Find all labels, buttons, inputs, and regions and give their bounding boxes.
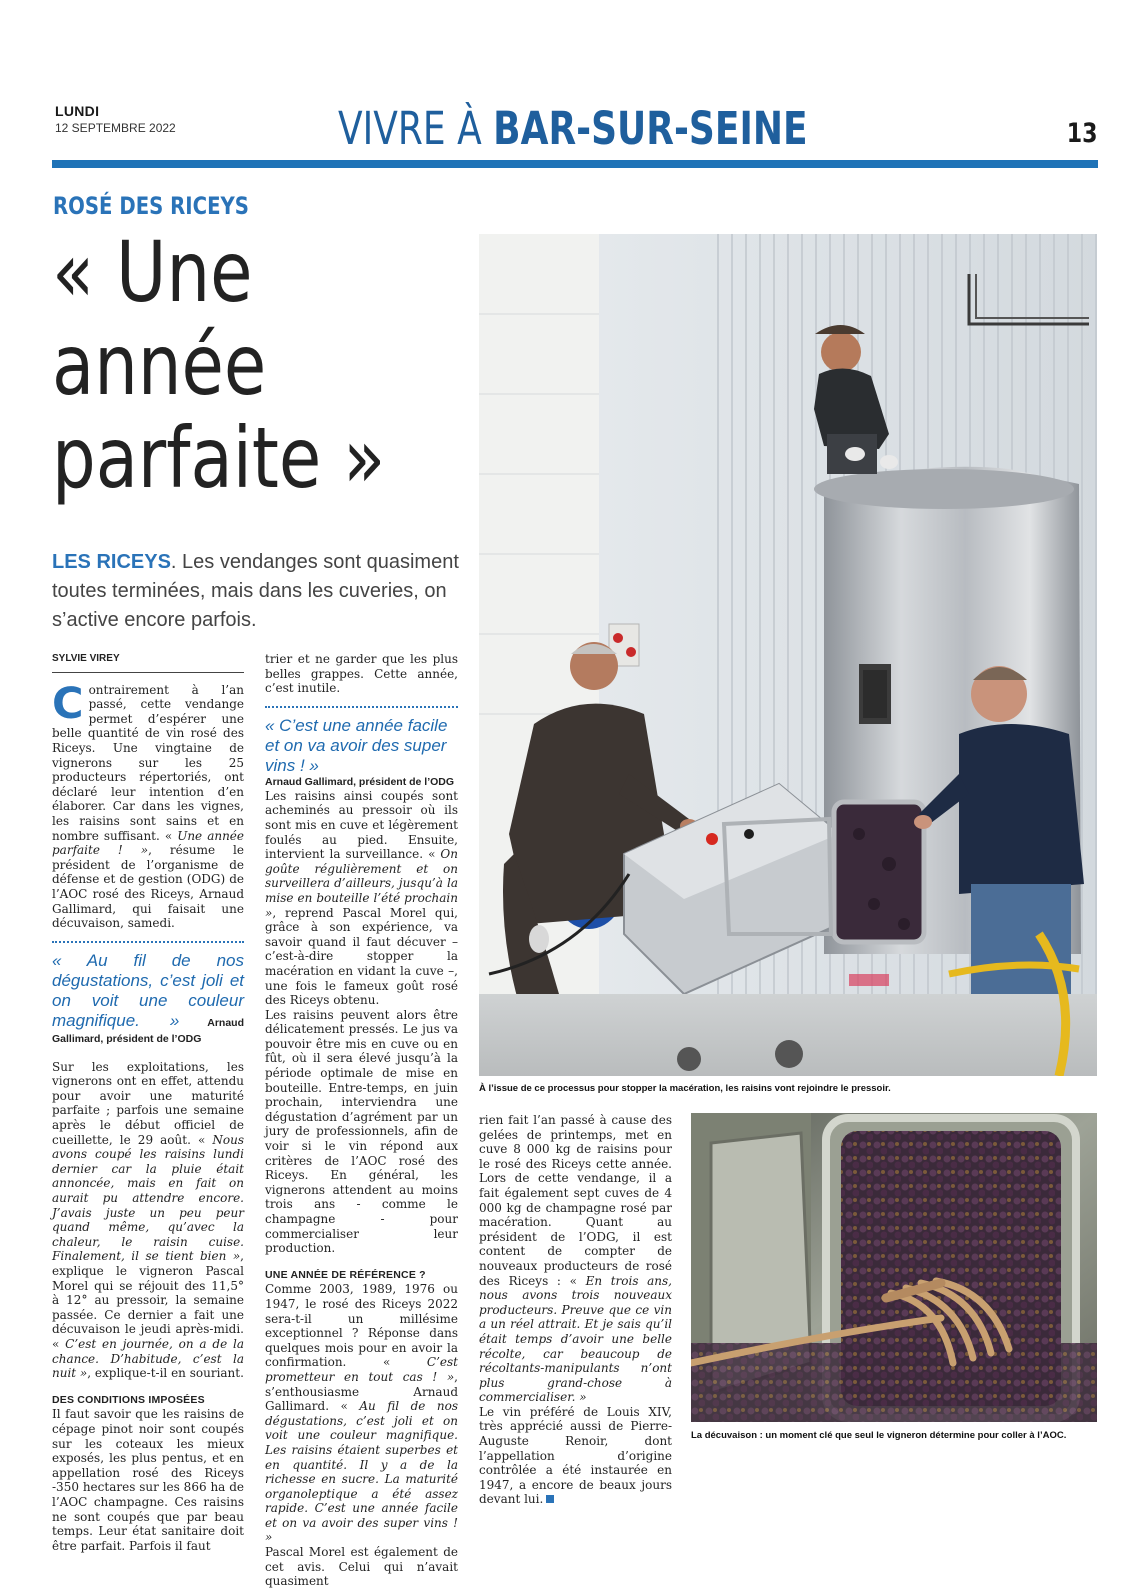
pull-quote-attribution: Arnaud Gallimard, président de l’ODG xyxy=(265,775,455,788)
article-column-2 xyxy=(265,652,458,1589)
page-number: 13 xyxy=(1067,118,1098,149)
pull-quote-text: « C’est une année facile et on va avoir des super vins ! » xyxy=(265,715,448,775)
photo-caption: La décuvaison : un moment clé que seul le vigneron détermine pour coller à l’AOC. xyxy=(691,1430,1067,1441)
paragraph: Le vin préféré de Louis XIV, très apprécié aussi de Pierre-Auguste Renoir, dont l’appellation d’origine contrôlée a été instaurée en 1947, a encore de beaux jours devant lui. xyxy=(479,1404,672,1507)
section-title-light: VIVRE À xyxy=(338,102,494,155)
byline: SYLVIE VIREY xyxy=(52,652,244,673)
article-column-3 xyxy=(479,1113,672,1507)
article-headline: « Une année parfaite » xyxy=(52,223,386,507)
standfirst-text: . Les vendanges sont quasiment toutes terminées, mais dans les cuveries, on s’active encore parfois. xyxy=(52,551,459,631)
paragraph: Les raisins ainsi coupés sont acheminés au pressoir où ils sont mis en cuve et légèrement foulés au pied. Ensuite, intervient la surveillance. « On goûte régulièrement et on surveillera d’ailleurs, jusqu’à la mise en bouteille l’été prochain », reprend Pascal Morel qui, grâce à son expérience, va savoir quand il faut décuver – c’est-à-dire stopper la macération en vidant la cuve –, une fois le fameux goût rosé des Riceys obtenu. xyxy=(265,788,459,1008)
paragraph: Contrairement à l’an passé, cette vendange permet d’espérer une belle quantité de vin rosé des Riceys. Une vingtaine de vignerons sur les 25 producteurs répertoriés, ont déclaré leur intention d’en élaborer. Car dans les vignes, les raisins sont sains et en nombre suffisant. « Une année parfaite ! », résume le président de l’organisme de défense et de gestion (ODG) de l’AOC rosé des Riceys, Arnaud Gallimard, qui faisait une décuvaison, samedi. xyxy=(52,678,245,931)
quote-divider xyxy=(265,706,458,708)
paragraph: trier et ne garder que les plus belles grappes. Cette année, c’est inutile. xyxy=(265,652,458,696)
drop-cap: C xyxy=(52,678,84,729)
article-kicker: ROSÉ DES RICEYS xyxy=(53,192,249,220)
paragraph: rien fait l’an passé à cause des gelées de printemps, met en cuve 8 000 kg de raisins pour le rosé des Riceys cette année. Lors de cette vendange, il a fait également sept cuves de 4 000 kg de champagne rosé par macération. Quant au président de l’ODG, il est content de compter de nouveaux producteurs de rosé des Riceys : « En trois ans, nous avons trois nouveaux producteurs. Preuve que ce vin a un réel attrait. Et je sais qu’il était temps d’avoir une belle récolte, car beaucoup de récoltants-manipulants n’ont plus grand-chose à commercialiser. » xyxy=(479,1113,672,1405)
paragraph: Il faut savoir que les raisins de cépage pinot noir sont coupés sur les coteaux les mieux exposés, les plus pentus, et en appellation rosé des Riceys -350 hectares sur les 866 ha de l’AOC champagne. Ces raisins ne sont coupés que par beau temps. Leur état sanitaire doit être parfait. Parfois il faut xyxy=(52,1407,244,1553)
issue-date: 12 SEPTEMBRE 2022 xyxy=(55,121,176,135)
header-rule xyxy=(52,160,1098,168)
section-title-bold: BAR-SUR-SEINE xyxy=(493,102,808,155)
photo-decuvaison-vat xyxy=(479,234,1097,1076)
article-column-1 xyxy=(52,652,244,1553)
pull-quote-attribution: Arnaud Gallimard, président de l’ODG xyxy=(52,1016,244,1045)
end-of-article-mark xyxy=(546,1495,554,1503)
photo-caption: À l’issue de ce processus pour stopper la macération, les raisins vont rejoindre le pressoir. xyxy=(479,1083,891,1094)
article-standfirst xyxy=(52,548,462,635)
paragraph: Comme 2003, 1989, 1976 ou 1947, le rosé des Riceys 2022 sera-t-il un millésime exceptionnel ? Réponse dans quelques mois pour en avoir la confirmation. « C’est prometteur en tout cas ! », s’enthousiasme Arnaud Gallimard. « Au fil de nos dégustations, c’est joli et on voit une couleur magnifique. Les raisins étaient superbes et en quantité. Il y a de la richesse en sucre. La maturité organoleptique a été assez rapide. C’est une année facile et on va avoir des super vins ! » xyxy=(265,1282,459,1545)
standfirst-place: LES RICEYS xyxy=(52,551,171,573)
photo-grapes-fork xyxy=(691,1113,1097,1422)
paragraph: Les raisins peuvent alors être délicatement pressés. Le jus va pouvoir être mis en cuve ou en fût, où il sera élevé jusqu’à la période optimale de mise en bouteille. Entre-temps, en juin prochain, interviendra une dégustation d’agrément par un jury de professionnels, afin de voir si le vin répond aux critères de l’AOC rosé des Riceys. En général, les vignerons attendent au moins trois ans - comme le champagne - pour commercialiser leur production. xyxy=(265,1007,458,1256)
pull-quote-text: « Au fil de nos dégustations, c’est joli et on voit une couleur magnifique. » xyxy=(52,950,244,1030)
subheading: UNE ANNÉE DE RÉFÉRENCE ? xyxy=(265,1268,426,1281)
subheading: DES CONDITIONS IMPOSÉES xyxy=(52,1393,205,1406)
quote-divider xyxy=(52,941,244,943)
section-title xyxy=(338,98,808,160)
issue-day: LUNDI xyxy=(55,103,100,119)
paragraph: Sur les exploitations, les vignerons ont en effet, attendu pour avoir une maturité parfaite ; parfois une semaine après le début officiel de cueillette, le 29 août. « Nous avons coupé les raisins lundi dernier car la pluie était annoncée, mais en fait on aurait pu attendre encore. J’avais juste un peu peur quand même, qu’avec la chaleur, le raisin cuise. Finalement, il se tient bien », explique le vigneron Pascal Morel qui se réjouit des 11,5° à 12° au pressoir, la semaine passée. Ce dernier a fait une décuvaison le jeudi après-midi. « C’est en journée, on a de la chance. D’habitude, c’est la nuit », explique-t-il en souriant. xyxy=(52,1059,244,1381)
pull-quote xyxy=(52,951,244,1046)
paragraph: Pascal Morel est également de cet avis. Celui qui n’avait quasiment xyxy=(265,1545,458,1589)
